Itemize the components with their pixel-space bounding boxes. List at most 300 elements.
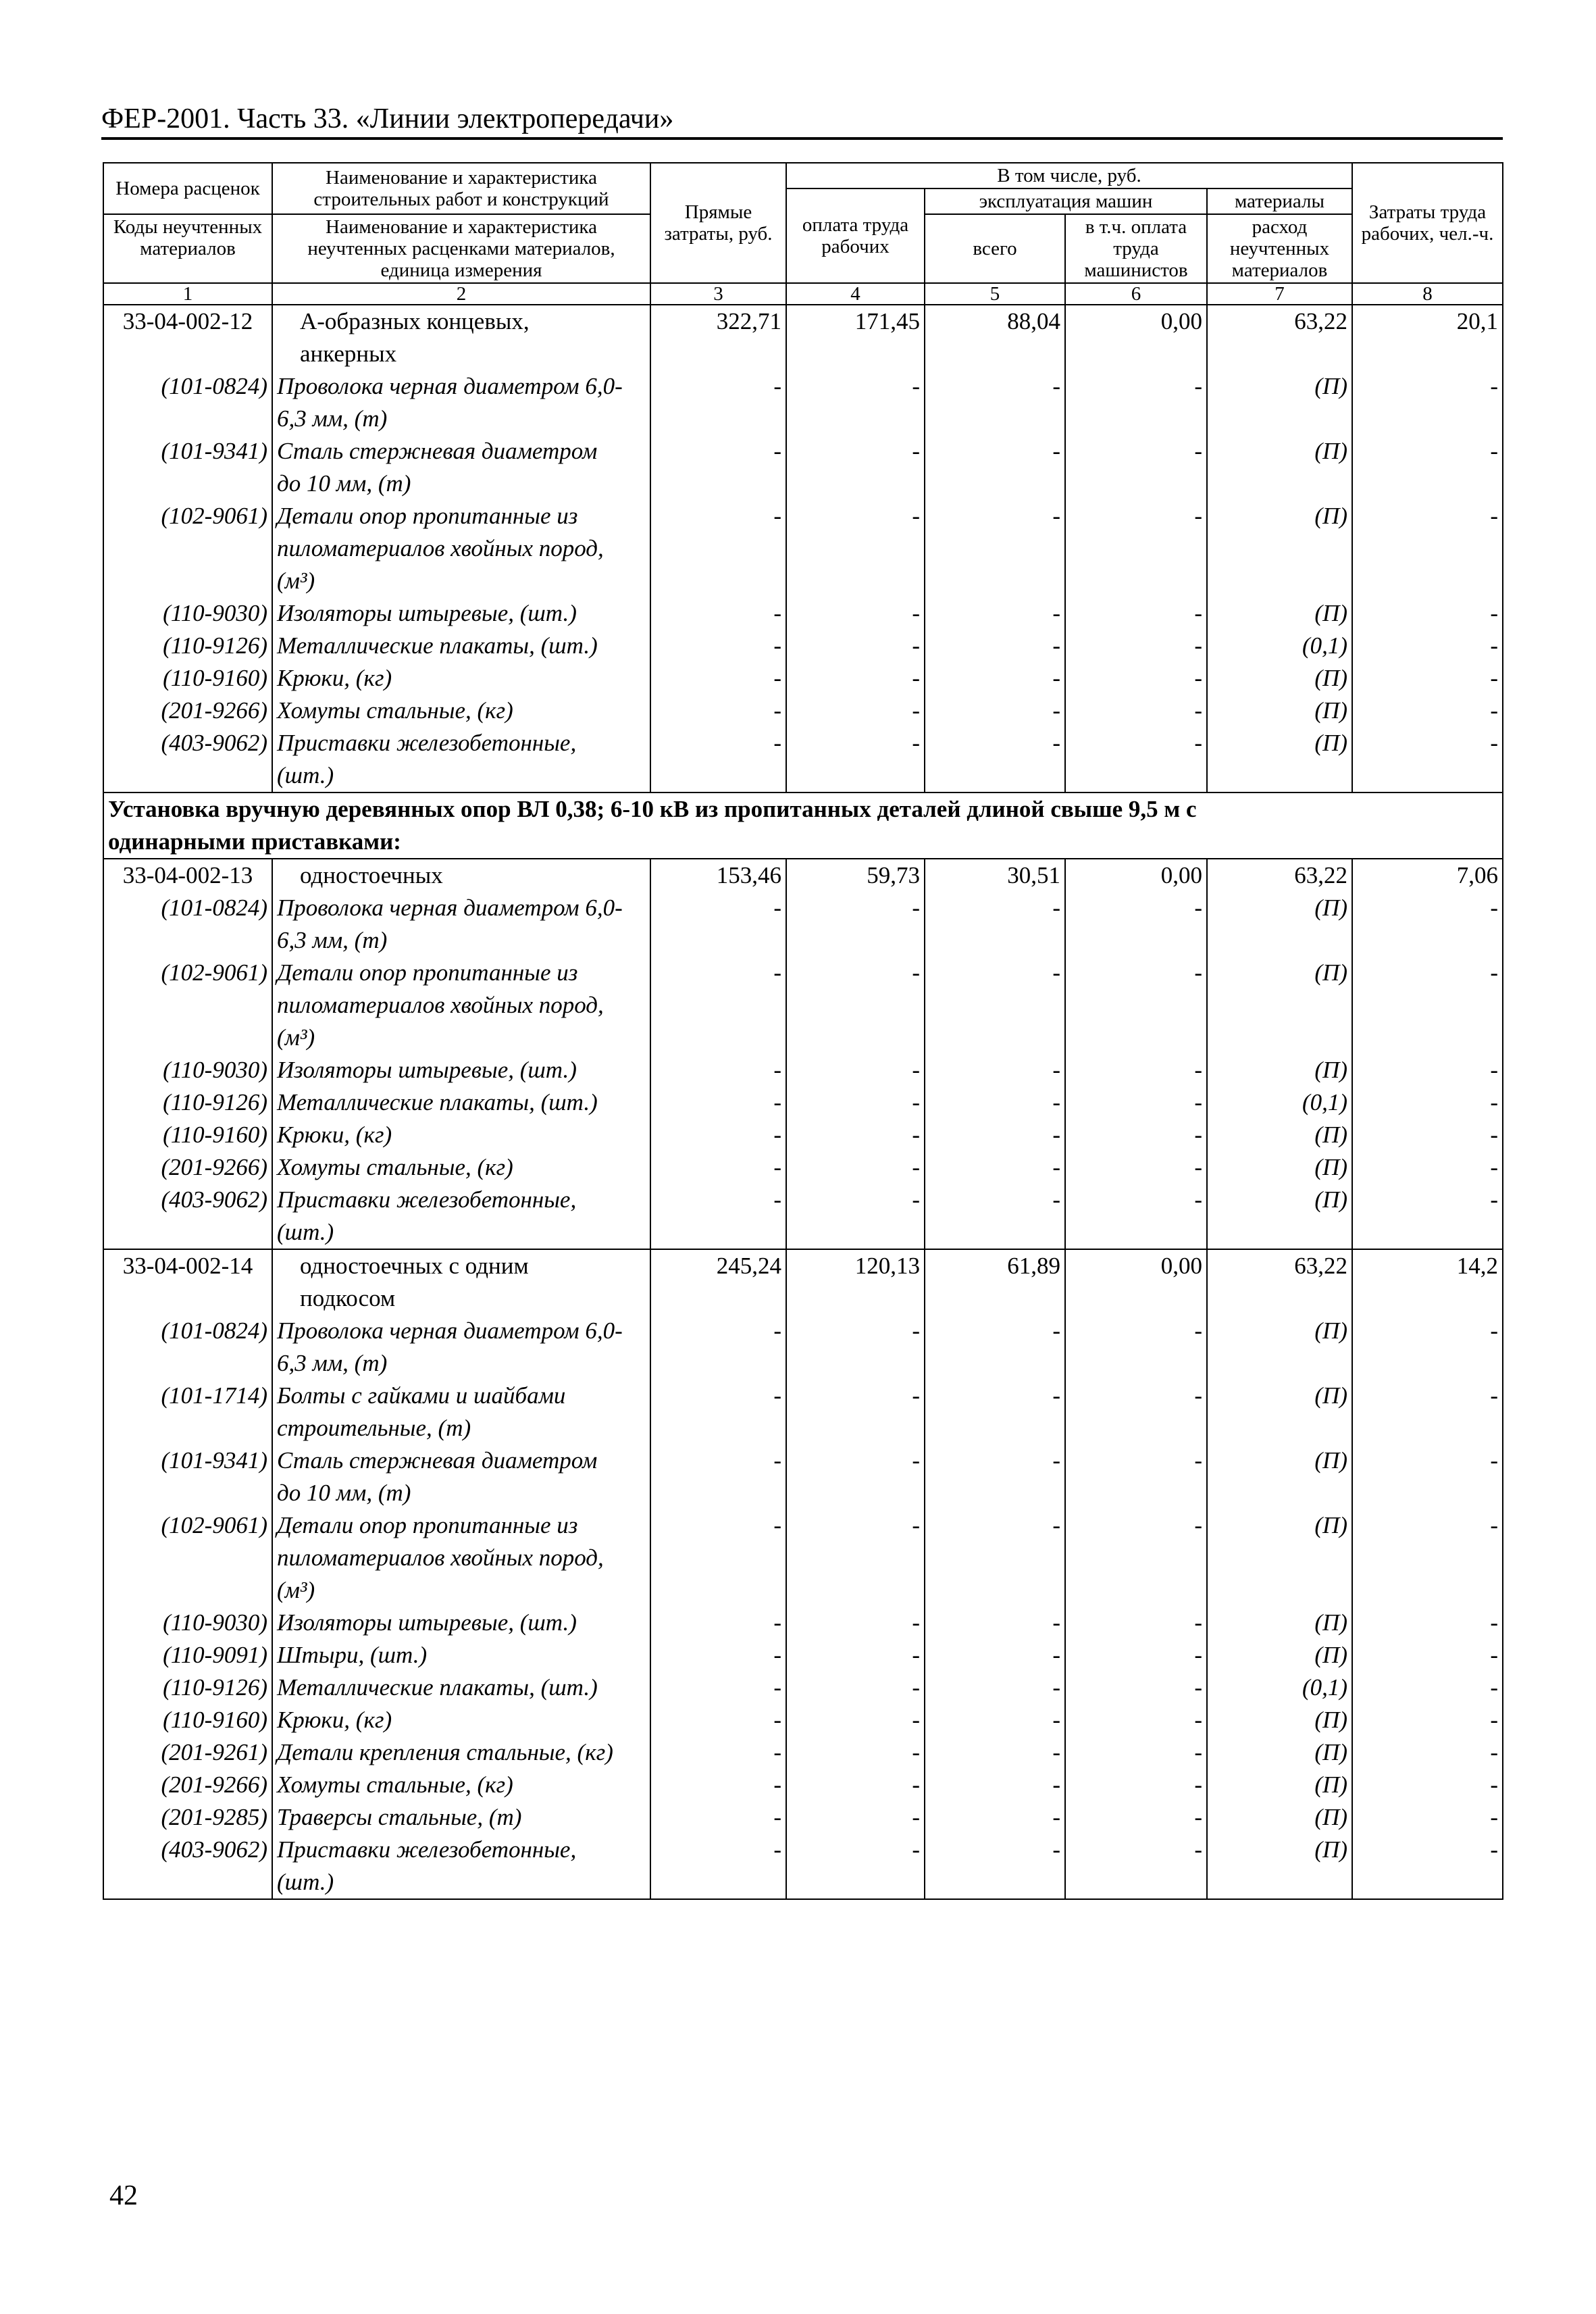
name-line: Детали крепления стальные, (кг) (277, 1739, 613, 1765)
empty-value-dash: - (925, 1086, 1065, 1119)
material-code: (110-9030) (103, 1607, 272, 1639)
empty-value-dash: - (925, 662, 1065, 695)
machinists-pay-value: 0,00 (1065, 305, 1207, 370)
empty-value-dash: - (925, 892, 1065, 957)
material-row (103, 1607, 1503, 1639)
materials-value: 63,22 (1207, 859, 1352, 892)
material-name (272, 1151, 650, 1184)
labor-costs-value: 7,06 (1352, 859, 1503, 892)
unaccounted-material-value: (П) (1207, 1801, 1352, 1834)
empty-value-dash: - (925, 500, 1065, 597)
header-materials: материалы (1207, 188, 1352, 214)
header-unaccounted-materials: расход неучтенных материалов (1207, 214, 1352, 283)
unaccounted-material-value: (0,1) (1207, 630, 1352, 662)
empty-value-dash: - (1352, 1119, 1503, 1151)
empty-value-dash: - (650, 500, 786, 597)
material-name (272, 1769, 650, 1801)
unaccounted-material-value: (П) (1207, 435, 1352, 500)
column-number: 1 (103, 283, 272, 305)
material-name (272, 1086, 650, 1119)
empty-value-dash: - (786, 1639, 925, 1671)
empty-value-dash: - (925, 1315, 1065, 1380)
empty-value-dash: - (925, 1119, 1065, 1151)
material-name (272, 1380, 650, 1444)
empty-value-dash: - (925, 1054, 1065, 1086)
material-name (272, 1054, 650, 1086)
unaccounted-material-value: (П) (1207, 1834, 1352, 1899)
page-header: ФЕР-2001. Часть 33. «Линии электропередачи» (101, 103, 674, 134)
material-name (272, 1704, 650, 1736)
header-material-codes: Коды неучтенных материалов (103, 214, 272, 283)
rate-name (272, 859, 650, 892)
empty-value-dash: - (925, 695, 1065, 727)
materials-value: 63,22 (1207, 305, 1352, 370)
material-row (103, 1801, 1503, 1834)
empty-value-dash: - (925, 630, 1065, 662)
material-code: (403-9062) (103, 727, 272, 793)
name-line: Металлические плакаты, (шт.) (277, 1674, 598, 1701)
unaccounted-material-value: (П) (1207, 597, 1352, 630)
empty-value-dash: - (1352, 1184, 1503, 1249)
empty-value-dash: - (786, 1509, 925, 1607)
empty-value-dash: - (1352, 957, 1503, 1054)
rate-row (103, 859, 1503, 892)
empty-value-dash: - (1065, 1704, 1207, 1736)
page-number: 42 (109, 2180, 138, 2211)
empty-value-dash: - (1352, 500, 1503, 597)
material-row (103, 1119, 1503, 1151)
material-name (272, 1639, 650, 1671)
unaccounted-material-value: (П) (1207, 500, 1352, 597)
name-line: Хомуты стальные, (кг) (277, 1154, 513, 1180)
empty-value-dash: - (1065, 695, 1207, 727)
empty-value-dash: - (786, 435, 925, 500)
name-line: 6,3 мм, (т) (277, 405, 388, 432)
empty-value-dash: - (786, 1607, 925, 1639)
material-row (103, 1736, 1503, 1769)
empty-value-dash: - (1352, 1834, 1503, 1899)
section-heading-line: одинарными приставками: (108, 828, 401, 855)
empty-value-dash: - (1065, 662, 1207, 695)
empty-value-dash: - (650, 435, 786, 500)
empty-value-dash: - (786, 630, 925, 662)
empty-value-dash: - (925, 1834, 1065, 1899)
empty-value-dash: - (650, 1151, 786, 1184)
unaccounted-material-value: (П) (1207, 1151, 1352, 1184)
material-name (272, 1736, 650, 1769)
name-line: (м³) (277, 1024, 315, 1051)
column-number: 6 (1065, 283, 1207, 305)
unaccounted-material-value: (П) (1207, 1184, 1352, 1249)
empty-value-dash: - (1065, 597, 1207, 630)
material-code: (110-9126) (103, 1086, 272, 1119)
unaccounted-material-value: (П) (1207, 957, 1352, 1054)
empty-value-dash: - (1065, 1736, 1207, 1769)
material-code: (110-9030) (103, 1054, 272, 1086)
empty-value-dash: - (1352, 1509, 1503, 1607)
machinists-pay-value: 0,00 (1065, 859, 1207, 892)
unaccounted-material-value: (0,1) (1207, 1671, 1352, 1704)
empty-value-dash: - (1352, 1801, 1503, 1834)
empty-value-dash: - (925, 1607, 1065, 1639)
material-row (103, 1769, 1503, 1801)
empty-value-dash: - (1065, 435, 1207, 500)
rate-name (272, 1249, 650, 1315)
material-name (272, 1184, 650, 1249)
header-labor-costs: Затраты труда рабочих, чел.-ч. (1352, 163, 1503, 283)
name-line: Крюки, (кг) (277, 1122, 392, 1148)
labor-pay-value: 59,73 (786, 859, 925, 892)
name-line: Изоляторы штыревые, (шт.) (277, 600, 577, 626)
name-line: Крюки, (кг) (277, 1707, 392, 1733)
material-name (272, 1444, 650, 1509)
material-row (103, 957, 1503, 1054)
name-line: Болты с гайками и шайбами (277, 1382, 566, 1409)
empty-value-dash: - (925, 1639, 1065, 1671)
header-including: В том числе, руб. (786, 163, 1352, 188)
material-name (272, 370, 650, 435)
material-name (272, 695, 650, 727)
empty-value-dash: - (1352, 727, 1503, 793)
table-header (103, 163, 1503, 305)
material-code: (101-0824) (103, 892, 272, 957)
empty-value-dash: - (650, 1184, 786, 1249)
empty-value-dash: - (786, 500, 925, 597)
material-code: (102-9061) (103, 500, 272, 597)
machines-total-value: 61,89 (925, 1249, 1065, 1315)
column-number: 5 (925, 283, 1065, 305)
empty-value-dash: - (650, 370, 786, 435)
header-machines-total: всего (925, 214, 1065, 283)
unaccounted-material-value: (П) (1207, 370, 1352, 435)
unaccounted-material-value: (П) (1207, 1380, 1352, 1444)
unaccounted-material-value: (П) (1207, 1639, 1352, 1671)
material-name (272, 727, 650, 793)
empty-value-dash: - (1352, 1639, 1503, 1671)
empty-value-dash: - (1352, 1704, 1503, 1736)
empty-value-dash: - (1352, 1086, 1503, 1119)
name-line: пиломатериалов хвойных пород, (277, 1544, 604, 1571)
empty-value-dash: - (650, 1054, 786, 1086)
material-name (272, 1607, 650, 1639)
empty-value-dash: - (786, 662, 925, 695)
materials-value: 63,22 (1207, 1249, 1352, 1315)
empty-value-dash: - (925, 597, 1065, 630)
empty-value-dash: - (786, 1444, 925, 1509)
machines-total-value: 88,04 (925, 305, 1065, 370)
name-line: (шт.) (277, 1219, 334, 1245)
material-code: (110-9126) (103, 1671, 272, 1704)
name-line: 6,3 мм, (т) (277, 1350, 388, 1376)
material-row (103, 1834, 1503, 1899)
labor-pay-value: 171,45 (786, 305, 925, 370)
material-code: (403-9062) (103, 1184, 272, 1249)
material-code: (102-9061) (103, 957, 272, 1054)
name-line: Сталь стержневая диаметром (277, 438, 598, 464)
column-number: 2 (272, 283, 650, 305)
empty-value-dash: - (650, 1834, 786, 1899)
rate-row (103, 1249, 1503, 1315)
empty-value-dash: - (925, 1380, 1065, 1444)
material-row (103, 1086, 1503, 1119)
unaccounted-material-value: (П) (1207, 695, 1352, 727)
material-code: (110-9030) (103, 597, 272, 630)
empty-value-dash: - (925, 1184, 1065, 1249)
empty-value-dash: - (925, 1736, 1065, 1769)
name-line: Приставки железобетонные, (277, 730, 577, 756)
material-code: (201-9266) (103, 1151, 272, 1184)
empty-value-dash: - (1065, 370, 1207, 435)
unaccounted-material-value: (П) (1207, 662, 1352, 695)
material-code: (102-9061) (103, 1509, 272, 1607)
empty-value-dash: - (1352, 1444, 1503, 1509)
empty-value-dash: - (786, 1184, 925, 1249)
empty-value-dash: - (650, 1671, 786, 1704)
empty-value-dash: - (786, 1380, 925, 1444)
empty-value-dash: - (925, 1671, 1065, 1704)
empty-value-dash: - (650, 1119, 786, 1151)
name-line: А-образных концевых, (300, 308, 530, 334)
empty-value-dash: - (1352, 597, 1503, 630)
empty-value-dash: - (1065, 630, 1207, 662)
material-code: (201-9266) (103, 1769, 272, 1801)
name-line: Приставки железобетонные, (277, 1186, 577, 1213)
empty-value-dash: - (1065, 1834, 1207, 1899)
empty-value-dash: - (786, 695, 925, 727)
empty-value-dash: - (1352, 1607, 1503, 1639)
name-line: подкосом (300, 1285, 396, 1311)
rate-code: 33-04-002-13 (103, 859, 272, 892)
empty-value-dash: - (1352, 1769, 1503, 1801)
material-row (103, 435, 1503, 500)
empty-value-dash: - (650, 727, 786, 793)
material-row (103, 1151, 1503, 1184)
material-row (103, 500, 1503, 597)
name-line: Хомуты стальные, (кг) (277, 697, 513, 724)
empty-value-dash: - (786, 957, 925, 1054)
empty-value-dash: - (786, 597, 925, 630)
material-row (103, 370, 1503, 435)
empty-value-dash: - (1352, 435, 1503, 500)
section-heading-row (103, 793, 1503, 859)
unaccounted-material-value: (П) (1207, 1054, 1352, 1086)
material-code: (110-9160) (103, 662, 272, 695)
material-code: (101-0824) (103, 1315, 272, 1380)
empty-value-dash: - (1065, 1380, 1207, 1444)
empty-value-dash: - (786, 1086, 925, 1119)
empty-value-dash: - (650, 1444, 786, 1509)
unaccounted-material-value: (П) (1207, 1704, 1352, 1736)
empty-value-dash: - (1065, 727, 1207, 793)
name-line: Детали опор пропитанные из (277, 1512, 578, 1538)
empty-value-dash: - (1352, 630, 1503, 662)
empty-value-dash: - (1065, 1184, 1207, 1249)
labor-costs-value: 20,1 (1352, 305, 1503, 370)
name-line: Металлические плакаты, (шт.) (277, 632, 598, 659)
name-line: Металлические плакаты, (шт.) (277, 1089, 598, 1115)
material-code: (201-9266) (103, 695, 272, 727)
unaccounted-material-value: (П) (1207, 1315, 1352, 1380)
empty-value-dash: - (925, 1801, 1065, 1834)
header-machines: эксплуатация машин (925, 188, 1207, 214)
material-row (103, 1380, 1503, 1444)
material-row (103, 1509, 1503, 1607)
name-line: пиломатериалов хвойных пород, (277, 992, 604, 1018)
name-line: Штыри, (шт.) (277, 1642, 428, 1668)
direct-costs-value: 245,24 (650, 1249, 786, 1315)
name-line: Крюки, (кг) (277, 665, 392, 691)
material-code: (110-9126) (103, 630, 272, 662)
rates-table (103, 162, 1503, 1900)
name-line: (шт.) (277, 1869, 334, 1895)
empty-value-dash: - (650, 1086, 786, 1119)
name-line: Хомуты стальные, (кг) (277, 1771, 513, 1798)
header-material-names: Наименование и характеристика неучтенных расценками материалов, единица измерения (272, 214, 650, 283)
name-line: Проволока черная диаметром 6,0- (277, 373, 623, 399)
name-line: одностоечных с одним (300, 1253, 529, 1279)
header-direct-costs: Прямые затраты, руб. (650, 163, 786, 283)
unaccounted-material-value: (П) (1207, 892, 1352, 957)
unaccounted-material-value: (П) (1207, 1769, 1352, 1801)
material-name (272, 1509, 650, 1607)
name-line: Изоляторы штыревые, (шт.) (277, 1609, 577, 1636)
empty-value-dash: - (786, 1054, 925, 1086)
empty-value-dash: - (1352, 1151, 1503, 1184)
empty-value-dash: - (650, 1509, 786, 1607)
empty-value-dash: - (1065, 892, 1207, 957)
empty-value-dash: - (650, 1704, 786, 1736)
name-line: Детали опор пропитанные из (277, 959, 578, 986)
unaccounted-material-value: (П) (1207, 1444, 1352, 1509)
name-line: Проволока черная диаметром 6,0- (277, 895, 623, 921)
empty-value-dash: - (650, 1380, 786, 1444)
rate-row (103, 305, 1503, 370)
material-name (272, 892, 650, 957)
material-code: (101-9341) (103, 435, 272, 500)
material-row (103, 727, 1503, 793)
direct-costs-value: 322,71 (650, 305, 786, 370)
name-line: Приставки железобетонные, (277, 1836, 577, 1863)
column-number: 4 (786, 283, 925, 305)
name-line: (шт.) (277, 762, 334, 788)
empty-value-dash: - (650, 597, 786, 630)
material-name (272, 957, 650, 1054)
material-name (272, 630, 650, 662)
empty-value-dash: - (786, 1769, 925, 1801)
material-code: (101-9341) (103, 1444, 272, 1509)
name-line: анкерных (300, 341, 397, 367)
material-row (103, 1184, 1503, 1249)
name-line: (м³) (277, 568, 315, 594)
name-line: до 10 мм, (т) (277, 1480, 411, 1506)
material-code: (101-0824) (103, 370, 272, 435)
empty-value-dash: - (650, 1736, 786, 1769)
empty-value-dash: - (650, 1769, 786, 1801)
empty-value-dash: - (925, 1769, 1065, 1801)
empty-value-dash: - (786, 1704, 925, 1736)
empty-value-dash: - (1065, 1086, 1207, 1119)
empty-value-dash: - (925, 1704, 1065, 1736)
material-code: (110-9091) (103, 1639, 272, 1671)
material-row (103, 1444, 1503, 1509)
empty-value-dash: - (925, 435, 1065, 500)
material-name (272, 435, 650, 500)
empty-value-dash: - (650, 630, 786, 662)
empty-value-dash: - (1065, 1509, 1207, 1607)
empty-value-dash: - (925, 727, 1065, 793)
empty-value-dash: - (1352, 370, 1503, 435)
header-work-name: Наименование и характеристика строительных работ и конструкций (272, 163, 650, 214)
empty-value-dash: - (1352, 1380, 1503, 1444)
rate-code: 33-04-002-12 (103, 305, 272, 370)
material-row (103, 597, 1503, 630)
machinists-pay-value: 0,00 (1065, 1249, 1207, 1315)
empty-value-dash: - (925, 370, 1065, 435)
empty-value-dash: - (1352, 662, 1503, 695)
empty-value-dash: - (1065, 1151, 1207, 1184)
material-row (103, 662, 1503, 695)
name-line: 6,3 мм, (т) (277, 927, 388, 953)
empty-value-dash: - (1352, 1315, 1503, 1380)
empty-value-dash: - (786, 1736, 925, 1769)
material-name (272, 500, 650, 597)
empty-value-dash: - (786, 1671, 925, 1704)
material-row (103, 1704, 1503, 1736)
empty-value-dash: - (786, 1119, 925, 1151)
name-line: Сталь стержневая диаметром (277, 1447, 598, 1474)
empty-value-dash: - (1065, 1801, 1207, 1834)
material-code: (201-9261) (103, 1736, 272, 1769)
unaccounted-material-value: (П) (1207, 1607, 1352, 1639)
header-labor-pay: оплата труда рабочих (786, 188, 925, 283)
material-row (103, 1671, 1503, 1704)
column-number: 3 (650, 283, 786, 305)
unaccounted-material-value: (П) (1207, 1509, 1352, 1607)
empty-value-dash: - (1065, 1054, 1207, 1086)
material-row (103, 1054, 1503, 1086)
unaccounted-material-value: (0,1) (1207, 1086, 1352, 1119)
direct-costs-value: 153,46 (650, 859, 786, 892)
empty-value-dash: - (1065, 957, 1207, 1054)
empty-value-dash: - (1352, 892, 1503, 957)
empty-value-dash: - (650, 1639, 786, 1671)
name-line: Траверсы стальные, (т) (277, 1804, 522, 1830)
header-rate-numbers: Номера расценок (103, 163, 272, 214)
table-body (103, 305, 1503, 1899)
empty-value-dash: - (1065, 500, 1207, 597)
material-name (272, 1671, 650, 1704)
empty-value-dash: - (650, 1315, 786, 1380)
empty-value-dash: - (1352, 1671, 1503, 1704)
empty-value-dash: - (650, 892, 786, 957)
name-line: (м³) (277, 1577, 315, 1603)
name-line: пиломатериалов хвойных пород, (277, 535, 604, 561)
material-name (272, 1801, 650, 1834)
empty-value-dash: - (1065, 1315, 1207, 1380)
empty-value-dash: - (925, 1444, 1065, 1509)
material-row (103, 630, 1503, 662)
empty-value-dash: - (1352, 1054, 1503, 1086)
material-code: (101-1714) (103, 1380, 272, 1444)
material-row (103, 695, 1503, 727)
material-code: (110-9160) (103, 1119, 272, 1151)
column-number: 8 (1352, 283, 1503, 305)
header-machinists-pay: в т.ч. оплата труда машинистов (1065, 214, 1207, 283)
empty-value-dash: - (786, 370, 925, 435)
empty-value-dash: - (1065, 1444, 1207, 1509)
empty-value-dash: - (786, 1151, 925, 1184)
empty-value-dash: - (786, 1801, 925, 1834)
